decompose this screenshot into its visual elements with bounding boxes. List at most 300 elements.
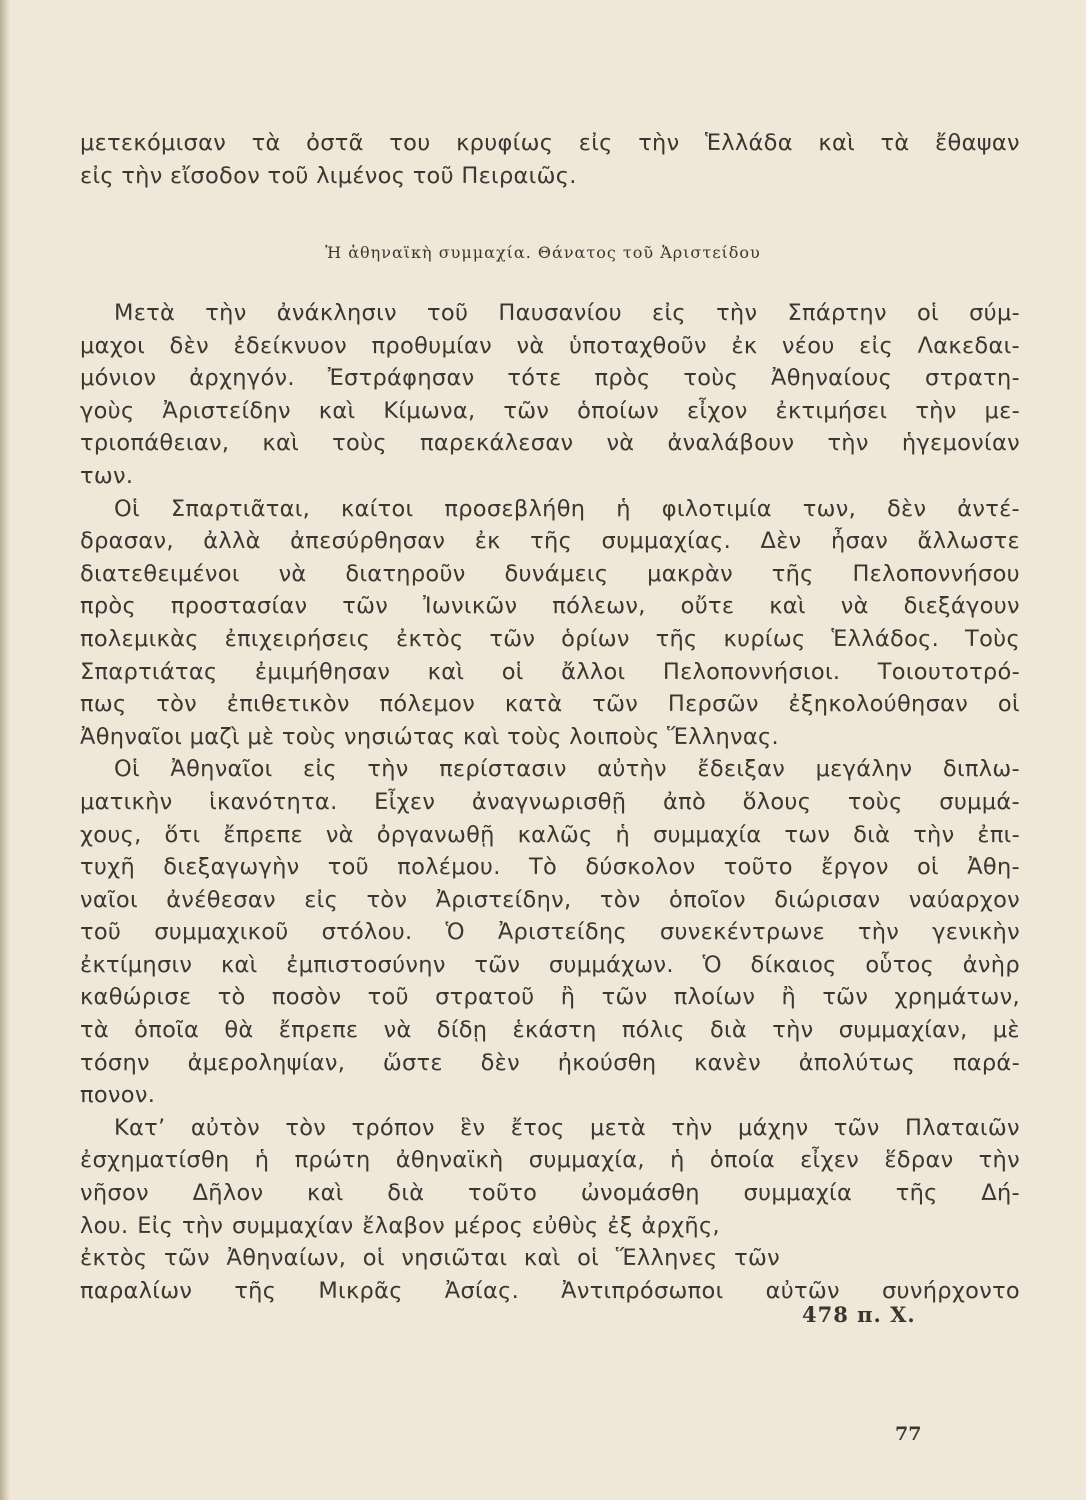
word: δρασαν,	[80, 528, 174, 555]
word: εἰς	[652, 300, 686, 326]
word: μέρος	[453, 1212, 524, 1239]
word: οἱ	[362, 1245, 385, 1272]
word: κατὰ	[504, 691, 563, 718]
word: καλῶς	[517, 821, 593, 848]
body-line: των.	[80, 462, 134, 489]
body-line	[80, 427, 1020, 460]
word: εἰς	[578, 130, 613, 156]
word: ὁρίων	[561, 625, 630, 652]
word: τῶν	[734, 1245, 780, 1272]
word: τὴν	[772, 1017, 814, 1044]
word: χους,	[80, 821, 142, 848]
word: τὴν	[716, 300, 758, 326]
word: δίδῃ	[436, 1017, 488, 1044]
word: διατηροῦν	[345, 560, 466, 587]
word: στρατη-	[925, 365, 1020, 392]
page-number: 77	[895, 1423, 922, 1445]
word: διὰ	[387, 1180, 425, 1207]
word: διὰ	[709, 1017, 748, 1044]
word: συνεκέντρωνε	[659, 919, 825, 946]
word: παρεκάλεσαν	[419, 430, 574, 457]
word: Μικρᾶς	[318, 1277, 403, 1304]
body-line	[80, 330, 1020, 363]
word: εἶχον	[686, 397, 748, 424]
word: ἔτος	[510, 1114, 565, 1141]
word: τῶν	[601, 984, 648, 1011]
word: ὁποίων	[577, 397, 660, 424]
word: τὰ	[80, 1017, 109, 1044]
body-line: πονον.	[80, 1082, 156, 1109]
word: δὲν	[480, 1049, 520, 1076]
word: τοῦτο	[723, 854, 793, 881]
word: Κίμωνα,	[383, 397, 476, 424]
word: νὰ	[383, 1017, 412, 1044]
word: πολεμικὰς	[80, 625, 199, 652]
word: οὗτος	[865, 951, 935, 978]
word: νησιῶται	[401, 1245, 508, 1272]
word: τόσην	[80, 1049, 150, 1076]
body-line	[80, 1242, 780, 1275]
word: ὅτι	[164, 821, 201, 848]
word: τὴν	[638, 130, 680, 156]
word: τῶν	[474, 951, 521, 978]
word: τὸν	[285, 1114, 327, 1141]
word: νέου	[781, 332, 835, 359]
word: δυνάμεις	[504, 560, 609, 587]
word: διὰ	[853, 821, 891, 848]
word: Εἰς	[137, 1212, 174, 1239]
word: τῆς	[895, 1180, 938, 1207]
word: Ἐστράφησαν	[327, 365, 475, 392]
word: πρώτη	[294, 1147, 371, 1174]
word: καὶ	[523, 1245, 561, 1272]
body-line	[80, 656, 1020, 689]
body-line	[80, 1177, 1020, 1210]
word: ματικὴν	[80, 788, 173, 815]
word: ὀργανωθῇ	[376, 821, 495, 848]
word: διεξάγουν	[903, 593, 1020, 620]
word: ὥστε	[382, 1049, 443, 1076]
word: δίκαιος	[750, 951, 837, 978]
word: ἀλλὰ	[203, 528, 261, 555]
word: κανὲν	[694, 1049, 761, 1076]
word: ἐπιθετικὸν	[226, 691, 350, 718]
word: πλοίων	[673, 984, 756, 1011]
word: ὁποῖον	[669, 886, 746, 913]
word: ἐκ	[731, 332, 758, 359]
word: αὐτὸν	[190, 1114, 261, 1141]
word: Ἀριστείδης	[497, 919, 627, 946]
word: ὑποταχθοῦν	[569, 332, 707, 359]
word: Πελοποννήσου	[852, 560, 1020, 587]
word: τότε	[507, 365, 562, 392]
word: συμμαχία	[652, 821, 762, 848]
word: τοὺς	[847, 788, 903, 815]
word: πρὸς	[80, 593, 136, 620]
word: μαχοι	[80, 332, 146, 359]
body-line	[80, 525, 1020, 558]
word: ἀντέ-	[957, 495, 1020, 522]
word: τριοπάθειαν,	[80, 430, 230, 457]
word: τοῦτο	[468, 1180, 538, 1207]
word: ποσὸν	[271, 984, 342, 1011]
word: παραλίων	[80, 1277, 193, 1304]
word: τοῦ	[327, 854, 369, 881]
intro-line	[80, 127, 1020, 160]
word: Σπαρτιᾶται,	[170, 495, 311, 522]
word: τοῦ	[427, 300, 469, 326]
word: ἔργον	[821, 854, 889, 881]
word: ἔλαβον	[362, 1212, 446, 1239]
word: πόλεμον	[379, 691, 476, 718]
word: ἡ	[670, 1147, 685, 1174]
word: γοὺς	[80, 397, 135, 424]
word: ἀρχῆς,	[641, 1212, 720, 1239]
word: Ἕλληνες	[615, 1245, 718, 1272]
word: εὐθὺς	[531, 1212, 599, 1239]
word: εἰς	[304, 886, 339, 913]
word: ἐκτίμησιν	[80, 951, 193, 978]
body-line	[80, 851, 1020, 884]
word: σύμ-	[969, 300, 1020, 326]
word: γενικὴν	[932, 919, 1020, 946]
word: Ἑλλάδα	[705, 130, 793, 156]
word: ὀστᾶ	[306, 130, 364, 156]
word: καὶ	[769, 593, 806, 620]
body-text	[80, 297, 1020, 1307]
word: μεγάλην	[815, 756, 913, 783]
word: καίτοι	[341, 495, 414, 522]
word: τὰ	[251, 130, 281, 156]
word: Ἀθη-	[967, 854, 1020, 881]
word: ἀνὴρ	[962, 951, 1020, 978]
word: τρόπον	[351, 1114, 435, 1141]
word: προσεβλήθη	[444, 495, 586, 522]
book-spine-shadow	[0, 0, 10, 1500]
word: ἡ	[254, 1147, 270, 1174]
word: Ἰωνικῶν	[423, 593, 518, 620]
word: μετὰ	[589, 1114, 647, 1141]
body-line	[80, 623, 1020, 656]
word: τὸν	[599, 886, 641, 913]
body-line	[80, 1047, 1020, 1080]
word: παρά-	[952, 1049, 1020, 1076]
word: τὸν	[366, 886, 408, 913]
word: δύσκολον	[585, 854, 696, 881]
word: οἱ	[916, 854, 939, 881]
word: συμμαχία,	[528, 1147, 645, 1174]
word: τὸν	[156, 691, 198, 718]
word: Δῆλον	[192, 1180, 264, 1207]
word: καὶ	[427, 658, 465, 685]
word: των,	[802, 495, 857, 522]
word: ἢ	[781, 984, 797, 1011]
word: συμμαχίας.	[601, 528, 732, 555]
word: τοὺς	[332, 430, 387, 457]
word: ὁποία	[709, 1147, 775, 1174]
body-line	[80, 590, 1020, 623]
word: Οἱ	[114, 756, 140, 783]
word: του	[389, 130, 431, 156]
word: εἶχεν	[800, 1147, 860, 1174]
word: νὰ	[516, 332, 545, 359]
word: θὰ	[224, 1017, 254, 1044]
word: τῶν	[822, 984, 869, 1011]
word: τοὺς	[683, 365, 739, 392]
word: δὲν	[886, 495, 927, 522]
word: ἀπεσύρθησαν	[290, 528, 446, 555]
margin-date-note: 478 π. Χ.	[802, 1302, 916, 1327]
word: Τοιουτοτρό-	[877, 658, 1020, 685]
word: Ὁ	[445, 919, 465, 946]
word: ἔπρεπε	[223, 821, 303, 848]
word: αὐτῶν	[765, 1277, 840, 1304]
body-line: Ἀθηναῖοι μαζὶ μὲ τοὺς νησιώτας καὶ τοὺς λοιποὺς Ἕλληνας.	[80, 723, 779, 750]
word: ναῖοι	[80, 886, 138, 913]
word: μόνιον	[80, 365, 157, 392]
word: τῶν	[489, 625, 536, 652]
word: Παυσανίου	[498, 300, 622, 326]
word: ἀνάκλησιν	[276, 300, 397, 326]
word: Μετὰ	[114, 300, 176, 326]
word: τῆς	[655, 625, 698, 652]
body-line	[80, 819, 1020, 852]
word: νὰ	[840, 593, 869, 620]
word: ἐσχηματίσθη	[80, 1147, 230, 1174]
word: πως	[80, 691, 127, 718]
word: εἰς	[303, 756, 337, 783]
word: ἡγεμονίαν	[901, 430, 1020, 457]
word: ἦσαν	[830, 528, 889, 555]
word: τὰ	[880, 130, 910, 156]
word: Ἀθηναίους	[771, 365, 893, 392]
word: μάχην	[737, 1114, 809, 1141]
word: Πλαταιῶν	[904, 1114, 1020, 1141]
word: ἐξηκολούθησαν	[788, 691, 969, 718]
word: φιλοτιμία	[661, 495, 772, 522]
word: στόλου.	[321, 919, 413, 946]
word: διεξαγωγὴν	[163, 854, 300, 881]
word: ἐκτὸς	[396, 625, 464, 652]
word: τὴν	[857, 919, 900, 946]
word: με-	[984, 397, 1020, 424]
word: Οἱ	[114, 495, 140, 522]
word: διατεθειμένοι	[80, 560, 240, 587]
word: Ὁ	[702, 951, 722, 978]
word: Δὲν	[760, 528, 802, 555]
word: ἀθηναϊκὴ	[395, 1147, 504, 1174]
word: ναύαρχον	[908, 886, 1020, 913]
word: συμμαχία	[743, 1180, 853, 1207]
word: Εἶχεν	[374, 788, 436, 815]
word: προθυμίαν	[371, 332, 492, 359]
word: συνήρχοντο	[881, 1277, 1020, 1304]
body-line	[80, 688, 1020, 721]
word: τὴν	[915, 397, 957, 424]
word: ὠνομάσθη	[580, 1180, 700, 1207]
word: ἀναγνωρισθῇ	[471, 788, 627, 815]
intro-line: εἰς τὴν εἴσοδον τοῦ λιμένος τοῦ Πειραιῶς.	[80, 162, 577, 189]
word: κρυφίως	[456, 130, 554, 156]
word: Ἀριστείδην,	[435, 886, 572, 913]
word: ὅλους	[742, 788, 812, 815]
word: ἐμπιστοσύνην	[286, 951, 446, 978]
word: καὶ	[262, 430, 299, 457]
word: τῶν	[503, 397, 550, 424]
body-line	[80, 753, 1020, 786]
word: συμμά-	[939, 788, 1020, 815]
word: τοῦ	[367, 984, 409, 1011]
word: καὶ	[318, 397, 356, 424]
body-line	[80, 558, 1020, 591]
word: Πελοποννήσιοι.	[662, 658, 841, 685]
word: τὴν	[827, 430, 869, 457]
word: Ἑλλάδος.	[831, 625, 940, 652]
body-line	[80, 1014, 1020, 1047]
word: ἀναλάβουν	[667, 430, 795, 457]
word: καὶ	[307, 1180, 344, 1207]
word: ἔθαψαν	[935, 130, 1020, 156]
word: τὴν	[205, 300, 247, 326]
word: Δή-	[981, 1180, 1020, 1207]
body-line	[80, 1112, 1020, 1145]
word: ἔπρεπε	[278, 1017, 359, 1044]
word: ἱκανότητα.	[209, 788, 338, 815]
word: διώρισαν	[774, 886, 881, 913]
word: ἐμιμήθησαν	[254, 658, 391, 685]
word: τῶν	[592, 691, 639, 718]
word: Ἀθηναῖοι	[170, 756, 273, 783]
word: κυρίως	[723, 625, 806, 652]
word: πρὸς	[594, 365, 651, 392]
word: ὁποῖα	[134, 1017, 200, 1044]
word: πόλεων,	[552, 593, 646, 620]
word: Ἀντιπρόσωποι	[561, 1277, 724, 1304]
word: τῆς	[771, 560, 814, 587]
word: Τὸ	[528, 854, 558, 881]
word: μετεκόμισαν	[80, 130, 227, 156]
word: τοῦ	[80, 919, 122, 946]
word: ἠκούσθη	[557, 1049, 657, 1076]
word: ἐκτιμήσει	[775, 397, 888, 424]
word: οἱ	[501, 658, 524, 685]
word: Σπάρτην	[787, 300, 887, 326]
word: ἐκτὸς	[80, 1245, 148, 1272]
word: πολέμου.	[397, 854, 501, 881]
body-line	[80, 1210, 720, 1243]
word: ἄλλωστε	[917, 528, 1020, 555]
word: τὸ	[217, 984, 246, 1011]
word: δὲν	[169, 332, 209, 359]
word: μὲ	[992, 1017, 1020, 1044]
word: Περσῶν	[667, 691, 759, 718]
word: Σπαρτιάτας	[80, 658, 218, 685]
word: νῆσον	[80, 1180, 149, 1207]
word: τῶν	[833, 1114, 880, 1141]
word: στρατοῦ	[435, 984, 535, 1011]
word: καὶ	[818, 130, 855, 156]
word: οἱ	[997, 691, 1020, 718]
word: οἱ	[916, 300, 939, 326]
word: Ἀσίας.	[444, 1277, 520, 1304]
word: λου.	[80, 1212, 129, 1239]
word: διπλω-	[942, 756, 1020, 783]
word: ἓν	[460, 1114, 486, 1141]
intro-paragraph	[80, 127, 1020, 192]
word: τὴν	[181, 1212, 224, 1239]
word: ἀπολύτως	[798, 1049, 916, 1076]
word: ἀρχηγόν.	[189, 365, 295, 392]
word: νὰ	[325, 821, 354, 848]
word: συμμαχικοῦ	[154, 919, 289, 946]
word: ἀνέθεσαν	[166, 886, 276, 913]
word: καθώρισε	[80, 984, 192, 1011]
word: τῆς	[530, 528, 573, 555]
word: ἐκ	[474, 528, 501, 555]
body-line	[80, 949, 1020, 982]
word: εἰς	[859, 332, 894, 359]
section-heading: Ἡ ἀθηναϊκὴ συμμαχία. Θάνατος τοῦ Ἀριστείδου	[325, 243, 761, 262]
word: Ἀριστείδην	[162, 397, 291, 424]
word: περίστασιν	[439, 756, 567, 783]
word: καὶ	[220, 951, 258, 978]
word: συμμαχίαν	[232, 1212, 354, 1239]
word: ἕδραν	[884, 1147, 954, 1174]
word: Κατ’	[114, 1114, 166, 1141]
word: των	[784, 821, 831, 848]
word: ἡ	[615, 821, 631, 848]
word: νὰ	[606, 430, 635, 457]
word: ἐξ	[607, 1212, 633, 1239]
body-line	[80, 884, 1020, 917]
word: τῆς	[234, 1277, 277, 1304]
word: τῶν	[342, 593, 389, 620]
word: τὴν	[671, 1114, 713, 1141]
word: ἐπι-	[977, 821, 1020, 848]
word: χρημάτων,	[894, 984, 1020, 1011]
word: ἀπὸ	[662, 788, 707, 815]
word: οὔτε	[680, 593, 735, 620]
word: οἱ	[577, 1245, 600, 1272]
word: Λακεδαι-	[917, 332, 1020, 359]
word: ἐδείκνυον	[233, 332, 348, 359]
word: τῶν	[164, 1245, 210, 1272]
word: νὰ	[278, 560, 307, 587]
body-line	[80, 493, 1020, 526]
word: συμμάχων.	[548, 951, 674, 978]
body-line	[80, 981, 1020, 1014]
body-line	[80, 362, 1020, 395]
body-line	[80, 786, 1020, 819]
body-line	[80, 297, 1020, 330]
word: πόλις	[621, 1017, 685, 1044]
word: ἑκάστη	[512, 1017, 597, 1044]
word: ἀμεροληψίαν,	[187, 1049, 346, 1076]
word: ἡ	[616, 495, 631, 522]
word: μακρὰν	[647, 560, 733, 587]
word: Τοὺς	[965, 625, 1020, 652]
body-line	[80, 916, 1020, 949]
word: ἢ	[560, 984, 576, 1011]
body-line	[80, 1144, 1020, 1177]
word: τὴν	[367, 756, 409, 783]
word: ἐπιχειρήσεις	[224, 625, 371, 652]
word: προστασίαν	[170, 593, 308, 620]
word: συμμαχίαν,	[838, 1017, 968, 1044]
word: ἄλλοι	[561, 658, 626, 685]
word: ἔδειξαν	[697, 756, 786, 783]
word: τὴν	[978, 1147, 1020, 1174]
